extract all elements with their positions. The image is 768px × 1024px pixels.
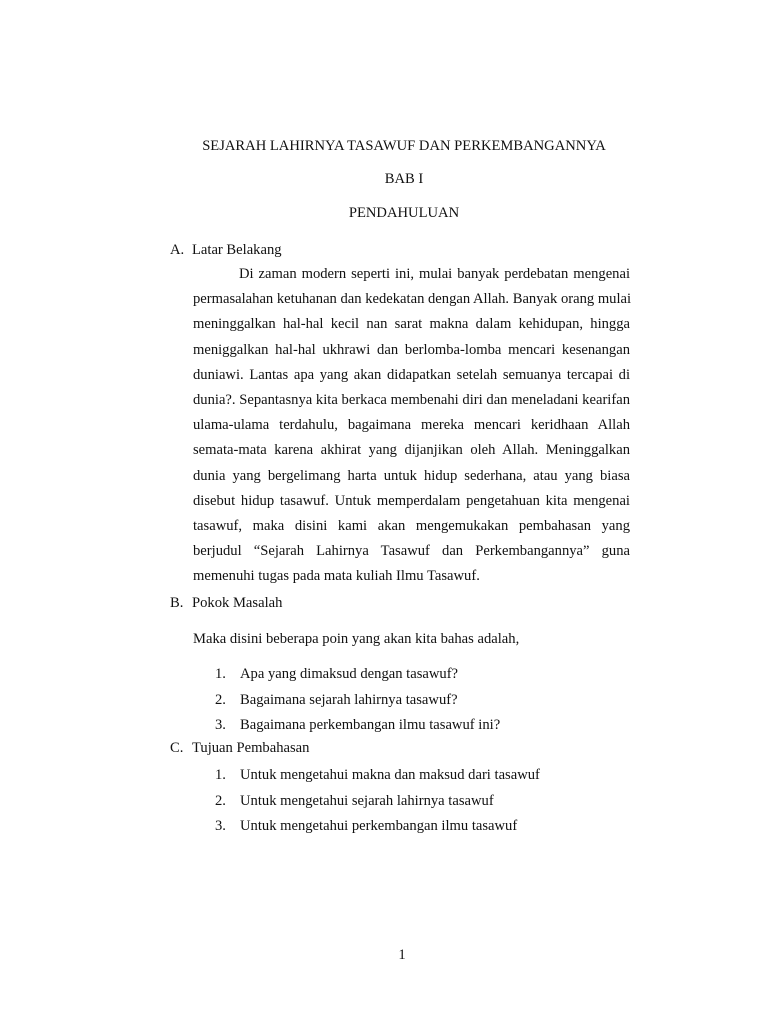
list-number: 1. bbox=[215, 767, 226, 783]
paragraph-line: meninggalkan hal-hal kecil nan sarat makna dalam kehidupan, hingga bbox=[193, 316, 630, 333]
problem-intro: Maka disini beberapa poin yang akan kita bahas adalah, bbox=[193, 631, 520, 647]
list-text: Apa yang dimaksud dengan tasawuf? bbox=[240, 666, 459, 682]
paragraph-line: semata-mata karena akhirat yang dijanjikan oleh Allah. Meninggalkan bbox=[193, 442, 630, 459]
section-letter: B. bbox=[170, 595, 184, 611]
list-text: Untuk mengetahui sejarah lahirnya tasawuf bbox=[240, 792, 494, 809]
paragraph-line: berjudul “Sejarah Lahirnya Tasawuf dan Perkembangannya” guna bbox=[193, 543, 630, 560]
list-item bbox=[215, 664, 500, 690]
problem-list bbox=[215, 664, 500, 741]
objective-list bbox=[215, 765, 540, 842]
page-number: 1 bbox=[398, 947, 406, 963]
list-number: 2. bbox=[215, 691, 226, 708]
section-c-heading bbox=[170, 740, 309, 757]
list-item bbox=[215, 765, 540, 791]
paragraph-line: meniggalkan hal-hal ukhrawi dan berlomba-lomba mencari kesenangan bbox=[193, 341, 630, 358]
list-number: 2. bbox=[215, 792, 226, 809]
section-title: Pokok Masalah bbox=[192, 595, 283, 611]
chapter-label: BAB I bbox=[384, 171, 424, 187]
paragraph-line: duniawi. Lantas apa yang akan didapatkan setelah semuanya tercapai di bbox=[193, 366, 630, 383]
list-number: 1. bbox=[215, 666, 226, 682]
section-b-heading bbox=[170, 595, 282, 612]
paragraph-line: ulama-ulama terdahulu, bagaimana mereka mencari keridhaan Allah bbox=[193, 417, 630, 434]
section-letter: A. bbox=[170, 242, 185, 258]
section-letter: C. bbox=[170, 740, 184, 756]
list-item bbox=[215, 816, 540, 842]
paragraph-line: tasawuf, maka disini kami akan mengemukakan pembahasan yang bbox=[193, 517, 630, 534]
section-a-heading bbox=[170, 242, 282, 259]
list-item bbox=[215, 690, 500, 716]
paragraph-line: permasalahan ketuhanan dan kedekatan dengan Allah. Banyak orang mulai bbox=[193, 291, 632, 308]
paragraph-line: Di zaman modern seperti ini, mulai banyak perdebatan mengenai bbox=[239, 266, 630, 282]
background-paragraph bbox=[193, 262, 630, 589]
paragraph-line: dunia yang bergelimang harta untuk hidup sederhana, atau yang biasa bbox=[193, 467, 630, 484]
section-title: Tujuan Pembahasan bbox=[192, 740, 310, 756]
list-text: Bagaimana perkembangan ilmu tasawuf ini? bbox=[240, 717, 501, 733]
list-item bbox=[215, 791, 540, 817]
document-title: SEJARAH LAHIRNYA TASAWUF DAN PERKEMBANGANNYA bbox=[202, 138, 606, 154]
list-text: Bagaimana sejarah lahirnya tasawuf? bbox=[240, 691, 458, 708]
chapter-title: PENDAHULUAN bbox=[348, 205, 460, 221]
list-item bbox=[215, 715, 500, 741]
paragraph-line: memenuhi tugas pada mata kuliah Ilmu Tasawuf. bbox=[193, 568, 480, 585]
list-number: 3. bbox=[215, 818, 226, 834]
section-title: Latar Belakang bbox=[192, 242, 282, 258]
paragraph-line: disebut hidup tasawuf. Untuk memperdalam pengetahuan kita mengenai bbox=[193, 492, 630, 509]
list-number: 3. bbox=[215, 717, 226, 733]
list-text: Untuk mengetahui makna dan maksud dari tasawuf bbox=[240, 767, 540, 783]
list-text: Untuk mengetahui perkembangan ilmu tasawuf bbox=[240, 818, 518, 834]
paragraph-line: dunia?. Sepantasnya kita berkaca membenahi diri dan meneladani kearifan bbox=[193, 391, 630, 408]
